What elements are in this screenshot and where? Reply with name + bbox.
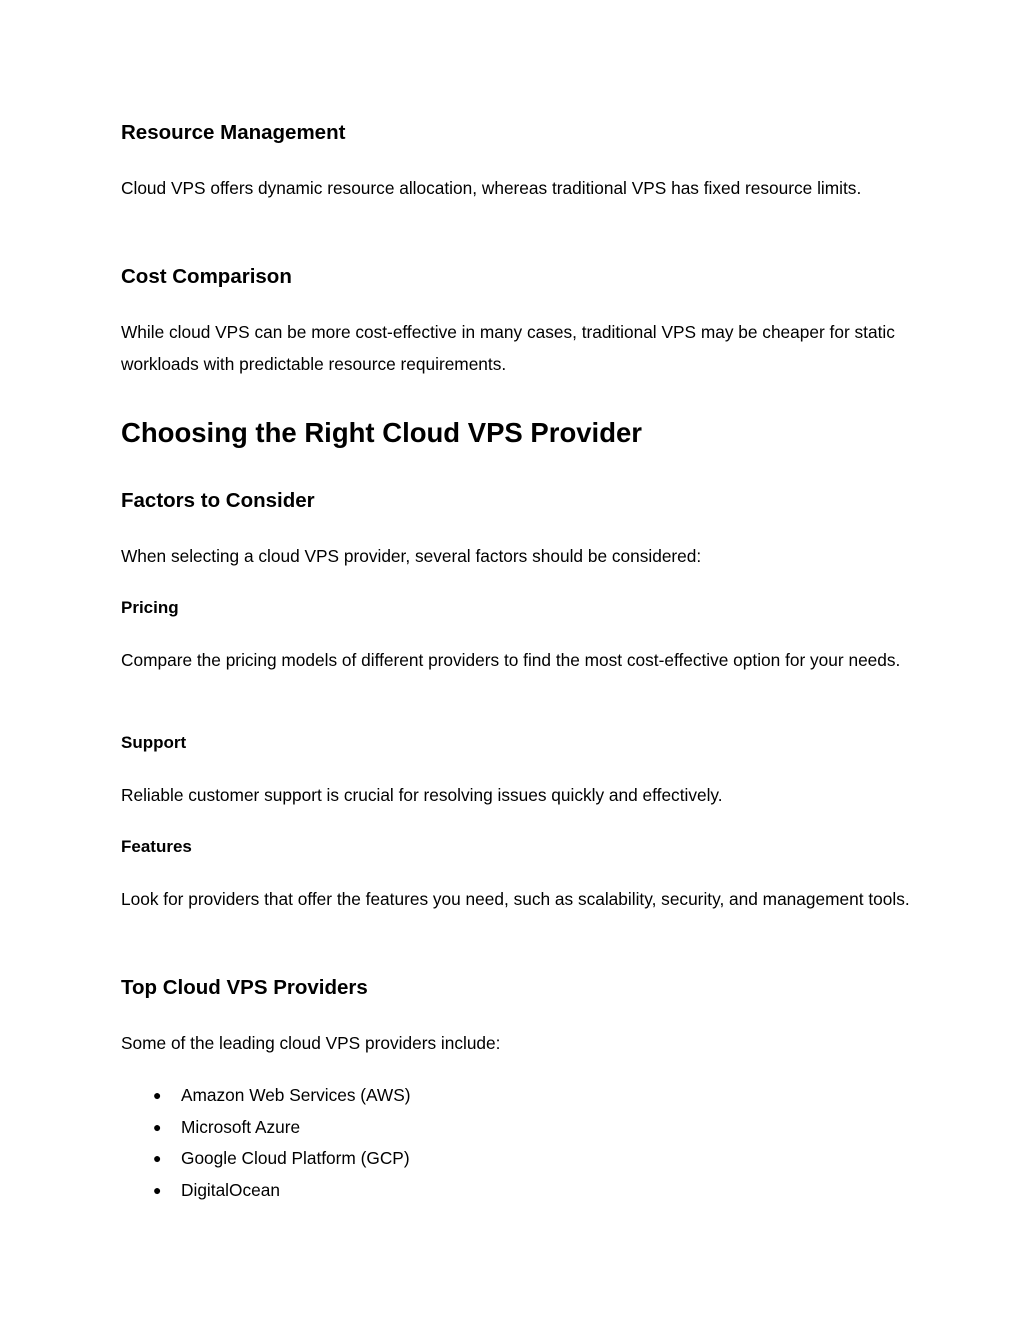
paragraph-cost-comparison: While cloud VPS can be more cost-effective in many cases, traditional VPS may be cheaper for static workloads with predictable resource requirements. [121, 322, 895, 374]
provider-list [121, 1080, 411, 1207]
paragraph-top-providers-intro: Some of the leading cloud VPS providers include: [121, 1033, 501, 1053]
paragraph-pricing: Compare the pricing models of different providers to find the most cost-effective option for your needs. [121, 650, 901, 670]
list-item-label: Amazon Web Services (AWS) [181, 1085, 411, 1105]
heading-support: Support [121, 733, 187, 752]
heading-resource-management: Resource Management [121, 121, 346, 144]
bullet-icon: ● [153, 1182, 162, 1199]
list-item [121, 1112, 411, 1144]
bullet-icon: ● [153, 1150, 162, 1167]
heading-choosing-provider: Choosing the Right Cloud VPS Provider [121, 417, 642, 448]
list-item [121, 1175, 411, 1207]
heading-features: Features [121, 837, 192, 856]
paragraph-support: Reliable customer support is crucial for resolving issues quickly and effectively. [121, 785, 723, 805]
bullet-icon: ● [153, 1118, 162, 1135]
paragraph-factors-intro: When selecting a cloud VPS provider, several factors should be considered: [121, 546, 702, 566]
paragraph-resource-management: Cloud VPS offers dynamic resource allocation, whereas traditional VPS has fixed resource limits. [121, 178, 862, 198]
bullet-icon: ● [153, 1087, 162, 1103]
list-item-label: DigitalOcean [181, 1180, 280, 1201]
list-item [121, 1143, 411, 1175]
heading-cost-comparison: Cost Comparison [121, 265, 292, 288]
heading-top-providers: Top Cloud VPS Providers [121, 976, 368, 999]
heading-pricing: Pricing [121, 598, 179, 617]
list-item-label: Microsoft Azure [181, 1116, 301, 1137]
paragraph-features: Look for providers that offer the features you need, such as scalability, security, and management tools. [121, 889, 910, 909]
list-item [121, 1080, 411, 1112]
list-item-label: Google Cloud Platform (GCP) [181, 1148, 410, 1169]
heading-factors-to-consider: Factors to Consider [121, 489, 315, 512]
